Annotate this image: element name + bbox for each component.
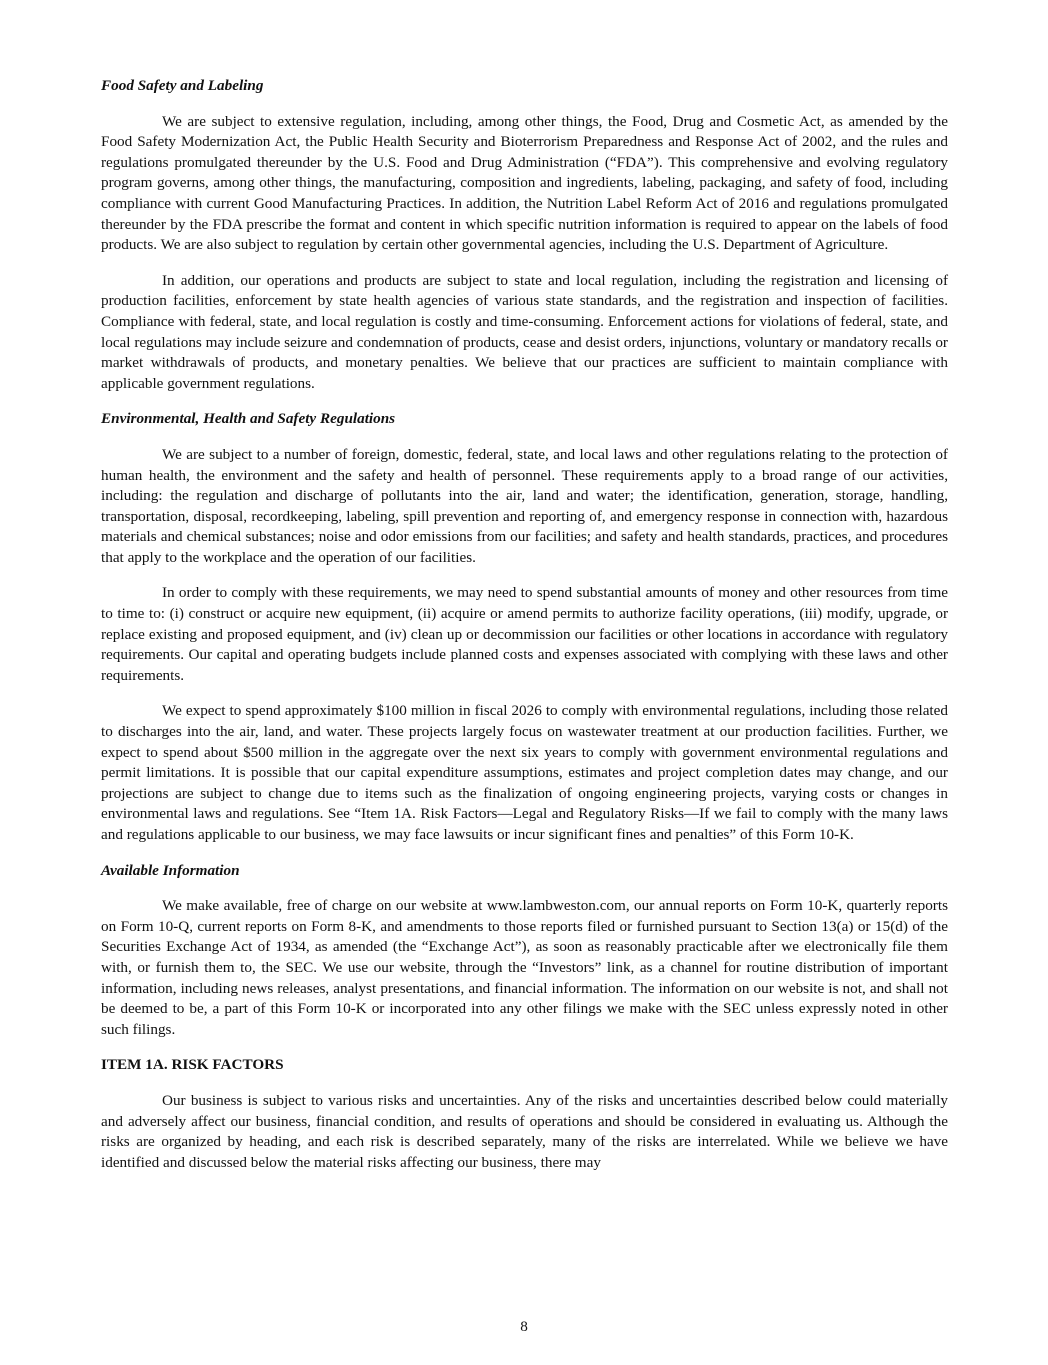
paragraph: We expect to spend approximately $100 million in fiscal 2026 to comply with environmental regulations, including those related to discharges into the air, land, and water. These projects largely focus on wastewater treatment at our production facilities. Further, we expect to spend about $500 million in the aggregate over the next six years to comply with government environmental regulations and permit limitations. It is possible that our capital expenditure assumptions, estimates and project completion dates may change, and our projections are subject to change due to items such as the finalization of ongoing engineering projects, varying costs or changes in environmental laws and regulations. See “Item 1A. Risk Factors—Legal and Regulatory Risks—If we fail to comply with the many laws and regulations applicable to our business, we may face lawsuits or incur significant fines and penalties” of this Form 10-K. (101, 702, 948, 843)
paragraph: We are subject to a number of foreign, domestic, federal, state, and local laws and other regulations relating to the protection of human health, the environment and the safety and health of personnel. These requirements apply to a broad range of our activities, including: the regulation and discharge of pollutants into the air, land and water; the identification, generation, storage, handling, transportation, disposal, recordkeeping, labeling, spill prevention and reporting of, and emergency response in connection with, hazardous materials and chemical substances; noise and odor emissions from our facilities; and safety and health standards, practices, and procedures that apply to the workplace and the operation of our facilities. (101, 445, 948, 566)
document-page (101, 76, 948, 1188)
section-heading-available-information: Available Information (101, 861, 240, 879)
section-heading-food-safety: Food Safety and Labeling (101, 77, 264, 94)
paragraph: We make available, free of charge on our website at www.lambweston.com, our annual reports on Form 10-K, quarterly reports on Form 10-Q, current reports on Form 8-K, and amendments to those reports filed or furnished pursuant to Section 13(a) or 15(d) of the Securities Exchange Act of 1934, as amended (the “Exchange Act”), as soon as reasonably practicable after we electronically file them with, or furnish them to, the SEC. We use our website, through the “Investors” link, as a channel for routine distribution of important information, including news releases, analyst presentations, and financial information. The information on our website is not, and shall not be deemed to be, a part of this Form 10-K or incorporated into any other filings we make with the SEC unless expressly noted in other such filings. (101, 897, 948, 1038)
paragraph: We are subject to extensive regulation, including, among other things, the Food, Drug and Cosmetic Act, as amended by the Food Safety Modernization Act, the Public Health Security and Bioterrorism Preparedness and Response Act of 2002, and the rules and regulations promulgated thereunder by the U.S. Food and Drug Administration (“FDA”). This comprehensive and evolving regulatory program governs, among other things, the manufacturing, composition and ingredients, labeling, packaging, and safety of food, including compliance with current Good Manufacturing Practices. In addition, the Nutrition Label Reform Act of 2016 and regulations promulgated thereunder by the FDA prescribe the format and content in which specific nutrition information is required to appear on the labels of food products. We are also subject to regulation by certain other governmental agencies, including the U.S. Department of Agriculture. (101, 112, 948, 254)
paragraph: Our business is subject to various risks and uncertainties. Any of the risks and uncertainties described below could materially and adversely affect our business, financial condition, and results of operations and should be considered in evaluating us. Although the risks are organized by heading, and each risk is described separately, many of the risks are interrelated. While we believe we have identified and discussed below the material risks affecting our business, there may (101, 1091, 948, 1171)
section-heading-risk-factors: ITEM 1A. RISK FACTORS (101, 1056, 284, 1074)
page-number: 8 (520, 1318, 528, 1335)
paragraph: In addition, our operations and products are subject to state and local regulation, including the registration and licensing of production facilities, enforcement by state health agencies of various state standards, and the registration and inspection of facilities. Compliance with federal, state, and local regulation is costly and time-consuming. Enforcement actions for violations of federal, state, and local regulations may include seizure and condemnation of products, cease and desist orders, injunctions, voluntary or mandatory recalls or market withdrawals of products, and monetary penalties. We believe that our practices are sufficient to maintain compliance with applicable government regulations. (101, 271, 948, 392)
paragraph: In order to comply with these requirements, we may need to spend substantial amounts of money and other resources from time to time to: (i) construct or acquire new equipment, (ii) acquire or amend permits to authorize facility operations, (iii) modify, upgrade, or replace existing and proposed equipment, and (iv) clean up or decommission our facilities or other locations in accordance with regulatory requirements. Our capital and operating budgets include planned costs and expenses associated with complying with these laws and other requirements. (101, 584, 948, 684)
section-heading-environmental: Environmental, Health and Safety Regulations (101, 410, 396, 428)
